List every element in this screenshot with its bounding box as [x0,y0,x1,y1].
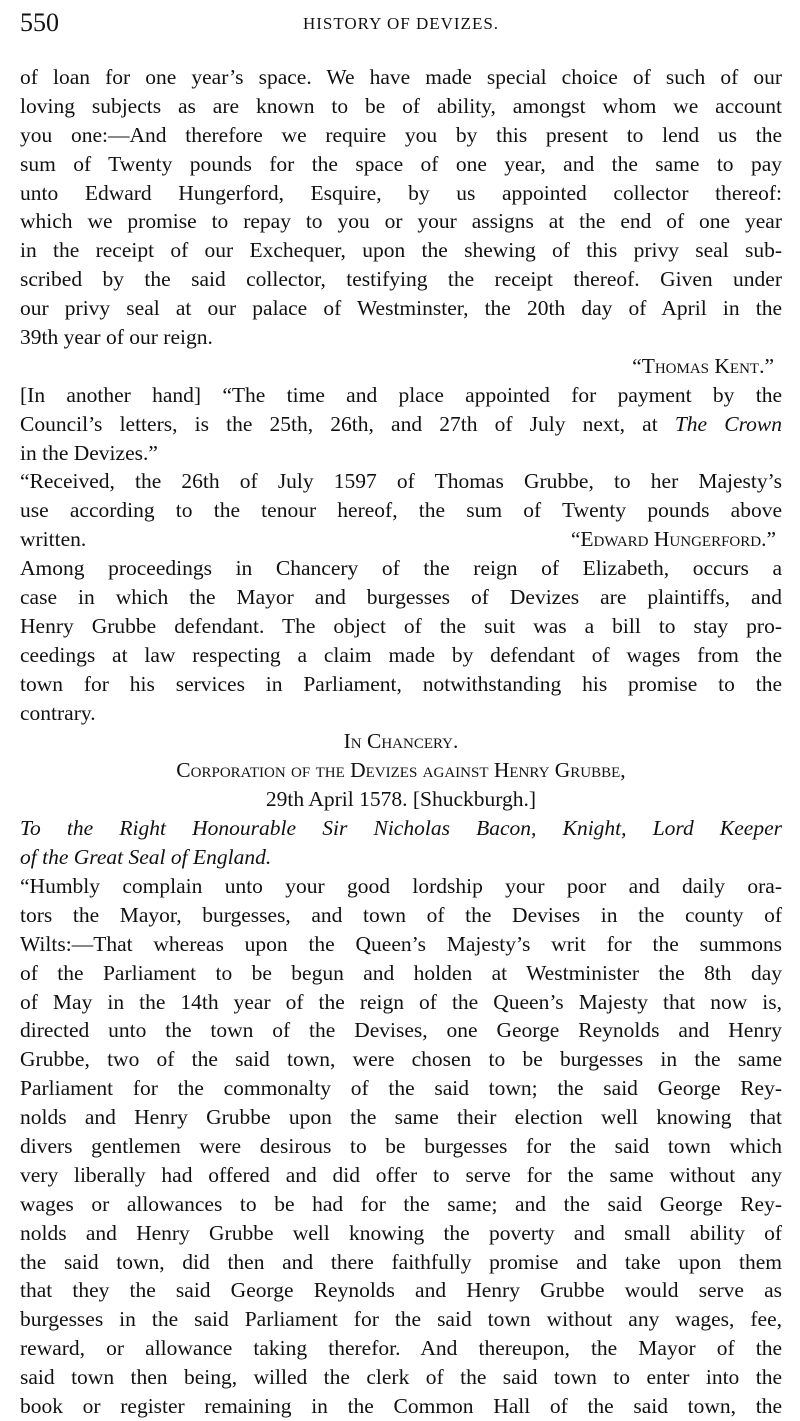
text-segment: The Crown [674,411,782,436]
text-line: town for his services in Parliament, notwithstanding his promise to the [20,671,782,696]
text-segment: Council’s letters, is the 25th, 26th, and 27th of July next, at [20,411,675,436]
text-line: you one:—And therefore we require you by this present to lend us the [20,122,782,147]
text-line: To the Right Honourable Sir Nicholas Bacon, Knight, Lord Keeper [20,816,782,841]
text-line: sum of Twenty pounds for the space of one year, and the same to pay [20,151,782,176]
text-line: that they the said George Reynolds and Henry Grubbe would serve as [20,1278,782,1303]
text-line: tors the Mayor, burgesses, and town of the Devises in the county of [20,902,782,927]
page-body [20,63,782,1421]
text-line: Henry Grubbe defendant. The object of the suit was a bill to stay pro- [20,613,782,638]
text-line: Grubbe, two of the said town, were chosen to be burgesses in the same [20,1047,782,1072]
text-line: book or register remaining in the Common Hall of the said town, the [20,1393,782,1418]
text-line: said town then being, willed the clerk of the said town to enter into the [20,1365,782,1390]
page-header [20,8,782,42]
text-line: ceedings at law respecting a claim made by defendant of wages from the [20,642,782,667]
text-line: “Received, the 26th of July 1597 of Thomas Grubbe, to her Majesty’s [20,469,782,494]
text-line: our privy seal at our palace of Westminster, the 20th day of April in the [20,296,782,321]
text-line: which we promise to repay to you or your assigns at the end of one year [20,209,782,234]
text-line: in the Devizes.” [20,440,158,465]
text-line: use according to the tenour hereof, the sum of Twenty pounds above [20,498,782,523]
page-number: 550 [20,8,59,37]
text-line: directed unto the town of the Devises, one George Reynolds and Henry [20,1018,782,1043]
text-line: divers gentlemen were desirous to be burgesses for the said town which [20,1133,782,1158]
text-line: In Chancery. [343,729,459,754]
signature: “Edward Hungerford.” [570,527,776,552]
text-line: [In another hand] “The time and place appointed for payment by the [20,382,782,407]
text-line: nolds and Henry Grubbe well knowing the poverty and small ability of [20,1220,782,1245]
text-line: Among proceedings in Chancery of the reign of Elizabeth, occurs a [20,556,782,581]
text-line: reward, or allowance taking therefor. And thereupon, the Mayor of the [20,1336,782,1361]
text-line: “Thomas Kent.” [632,353,774,378]
running-title: HISTORY OF DEVIZES. [302,14,500,33]
text-line [20,410,782,439]
text-line: very liberally had offered and did offer to serve for the same without any [20,1162,782,1187]
text-line: contrary. [20,700,96,725]
text-line: 39th year of our reign. [20,325,213,350]
text-line: unto Edward Hungerford, Esquire, by us appointed collector thereof: [20,180,782,205]
text-line: 29th April 1578. [Shuckburgh.] [265,787,537,812]
text-line: burgesses in the said Parliament for the said town without any wages, fee, [20,1307,782,1332]
text-line: “Humbly complain unto your good lordship your poor and daily ora- [20,873,782,898]
text-line: of the Parliament to be begun and holden at Westminister the 8th day [20,960,782,985]
text-line: Wilts:—That whereas upon the Queen’s Majesty’s writ for the summons [20,931,782,956]
text-line: of May in the 14th year of the reign of the Queen’s Majesty that now is, [20,989,782,1014]
text-line: nolds and Henry Grubbe upon the same their election well knowing that [20,1105,782,1130]
text-line: of the Great Seal of England. [20,845,272,870]
text-line: scribed by the said collector, testifying the receipt thereof. Given under [20,267,782,292]
text-line: Corporation of the Devizes against Henry Grubbe, [176,758,626,783]
text-line: of loan for one year’s space. We have made special choice of such of our [20,65,782,89]
text-line [20,525,782,554]
text-line: loving subjects as are known to be of ability, amongst whom we account [20,93,782,118]
text-line: the said town, did then and there faithfully promise and take upon them [20,1249,782,1274]
text-segment: written. [20,527,87,552]
text-line: case in which the Mayor and burgesses of Devizes are plaintiffs, and [20,585,782,610]
text-line: in the receipt of our Exchequer, upon the shewing of this privy seal sub- [20,238,782,263]
text-line: Parliament for the commonalty of the said town; the said George Rey- [20,1076,782,1101]
text-line: wages or allowances to be had for the same; and the said George Rey- [20,1191,782,1216]
